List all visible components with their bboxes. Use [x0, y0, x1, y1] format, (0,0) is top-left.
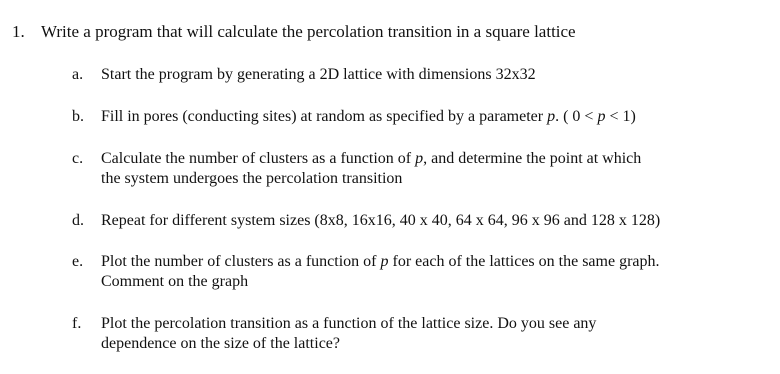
item-b-pre: Fill in pores (conducting sites) at random as specified by a parameter [101, 108, 548, 125]
item-b-post2: < 1) [605, 108, 636, 125]
question-text: Write a program that will calculate the percolation transition in a square lattice [41, 22, 576, 41]
item-b-text [101, 107, 736, 127]
item-e-var: p [380, 253, 389, 270]
item-d-text [101, 211, 736, 231]
item-b-post: . ( 0 < [555, 108, 598, 125]
item-c-text [101, 149, 736, 189]
item-c-var: p [415, 150, 424, 167]
question-number: 1. [12, 22, 25, 41]
item-f-line-1: Plot the percolation transition as a function of the lattice size. Do you see any [101, 315, 597, 332]
item-f-line-2: dependence on the size of the lattice? [101, 335, 340, 352]
item-e-label: e. [72, 253, 84, 270]
item-d-line: Repeat for different system sizes (8x8, 16x16, 40 x 40, 64 x 64, 96 x 96 and 128 x 128) [101, 212, 661, 229]
item-c-line1-post: , and determine the point at which [423, 150, 642, 167]
item-b-var2: p [597, 108, 606, 125]
item-b-line [101, 107, 736, 127]
item-e-line1-pre: Plot the number of clusters as a function of [101, 253, 381, 270]
item-c-line1-pre: Calculate the number of clusters as a function of [101, 150, 416, 167]
item-c-line-1 [101, 149, 736, 169]
item-a-text [101, 65, 736, 85]
item-e-line-1 [101, 252, 736, 272]
item-a-line: Start the program by generating a 2D lattice with dimensions 32x32 [101, 66, 536, 83]
item-b-var: p [547, 108, 556, 125]
item-f-text [101, 314, 736, 354]
item-b-label: b. [72, 108, 84, 125]
item-d-label: d. [72, 212, 84, 229]
item-c-line-2: the system undergoes the percolation transition [101, 170, 403, 187]
item-e-line1-post: for each of the lattices on the same graph. [388, 253, 660, 270]
item-f-label: f. [72, 315, 82, 332]
item-e-text [101, 252, 736, 292]
item-a-label: a. [72, 66, 84, 83]
item-c-label: c. [72, 150, 84, 167]
item-e-line-2: Comment on the graph [101, 273, 249, 290]
